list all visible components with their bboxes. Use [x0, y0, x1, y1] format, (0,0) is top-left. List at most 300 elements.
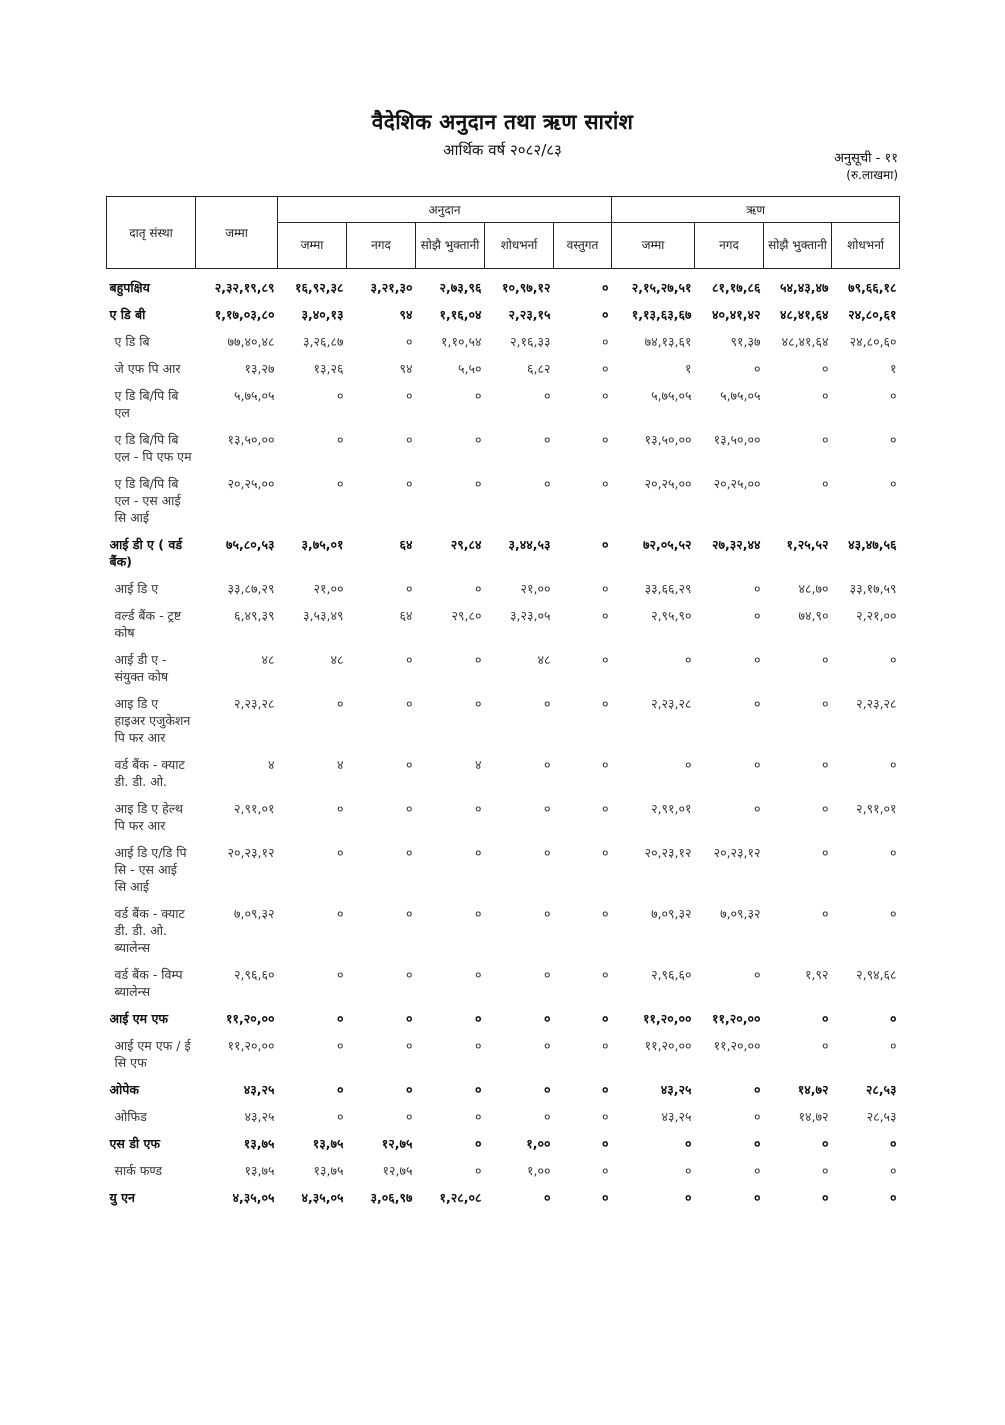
value-cell: ४८ [537, 652, 551, 667]
header-loan-cash: नगद [695, 223, 764, 269]
value-cell: ० [890, 652, 897, 667]
value-cell: ० [602, 476, 609, 491]
group-row [107, 1077, 900, 1104]
value-cell: ० [474, 1011, 482, 1026]
value-cell: ४३,४७,५६ [848, 537, 897, 552]
value-cell: १ [890, 361, 897, 376]
value-cell: २४,८०,६१ [848, 307, 897, 322]
group-row [107, 302, 900, 329]
value-cell: ७४,९० [798, 608, 829, 623]
value-cell: ४८,४१,६४ [780, 307, 829, 322]
donor-name: ओपेक [109, 1082, 139, 1097]
value-cell: ० [336, 388, 344, 403]
donor-name: आइ डि ए हेल्थ पि फर आर [114, 801, 184, 833]
value-cell: ० [602, 307, 609, 322]
value-cell: ६४ [399, 608, 413, 623]
donor-name: ए डि बि/पि बि एल - पि एफ एम [114, 432, 192, 464]
value-cell: ० [822, 1038, 829, 1053]
value-cell: १३,७५ [313, 1163, 344, 1178]
value-cell: २९,८४ [450, 537, 482, 552]
donor-name: एस डी एफ [109, 1136, 161, 1151]
value-cell: ० [405, 581, 413, 596]
value-cell: १,९२ [805, 967, 829, 982]
table-body [107, 269, 900, 1213]
value-cell: ४०,४१,४२ [712, 307, 761, 322]
value-cell: ० [754, 581, 761, 596]
donor-name: यु एन [109, 1190, 135, 1205]
value-cell: ० [543, 1190, 551, 1205]
value-cell: ० [822, 906, 829, 921]
value-cell: ० [822, 361, 829, 376]
value-cell: ० [543, 432, 551, 447]
value-cell: ११,२०,०० [226, 1011, 275, 1026]
value-cell: ० [474, 801, 482, 816]
value-cell: ० [543, 757, 551, 772]
value-cell: २१,०० [520, 581, 551, 596]
value-cell: ४३,२५ [244, 1109, 275, 1124]
value-cell: ० [602, 361, 609, 376]
value-cell: ० [602, 280, 609, 295]
donor-name: आई एम एफ / ई सि एफ [114, 1038, 191, 1070]
value-cell: ० [474, 581, 482, 596]
group-row [107, 1131, 900, 1158]
value-cell: ० [474, 432, 482, 447]
value-cell: ९४ [399, 307, 413, 322]
value-cell: २,२३,१५ [508, 307, 551, 322]
value-cell: ० [754, 757, 761, 772]
value-cell: ० [474, 967, 482, 982]
value-cell: १३,५०,०० [227, 432, 275, 447]
value-cell: २,२३,२८ [234, 696, 275, 711]
value-cell: १,१७,०३,८० [214, 307, 275, 322]
value-cell: ० [602, 1011, 609, 1026]
value-cell: ११,२०,०० [227, 1038, 275, 1053]
header-grant-total: जम्मा [278, 223, 347, 269]
value-cell: २,९१,०१ [234, 801, 275, 816]
value-cell: ३३,६६,२९ [644, 581, 692, 596]
summary-table [106, 196, 900, 1212]
value-cell: ० [336, 1082, 344, 1097]
value-cell: ० [602, 845, 609, 860]
table-row [107, 329, 900, 356]
value-cell: ० [890, 1190, 897, 1205]
value-cell: ७,०९,३२ [720, 906, 761, 921]
value-cell: ० [405, 967, 413, 982]
value-cell: ० [890, 1136, 897, 1151]
value-cell: ० [405, 476, 413, 491]
value-cell: ० [754, 1163, 761, 1178]
table-row [107, 383, 900, 427]
value-cell: ८१,१७,८६ [712, 280, 761, 295]
donor-name: ए डि बि/पि बि एल - एस आई सि आई [114, 476, 181, 525]
value-cell: १,१६,०४ [439, 307, 482, 322]
value-cell: २०,२५,०० [644, 476, 692, 491]
value-cell: ० [405, 1038, 413, 1053]
value-cell: ५,७५,०५ [720, 388, 761, 403]
value-cell: ४८,४१,६४ [781, 334, 829, 349]
value-cell: ० [336, 1038, 344, 1053]
value-cell: ४८,७० [798, 581, 829, 596]
value-cell: २,१६,३३ [510, 334, 551, 349]
table-row [107, 691, 900, 752]
value-cell: ० [754, 1136, 761, 1151]
value-cell: ० [890, 845, 897, 860]
donor-name: बहुपक्षिय [109, 280, 150, 295]
value-cell: ५४,४३,४७ [780, 280, 829, 295]
value-cell: ० [822, 801, 829, 816]
value-cell: ० [336, 432, 344, 447]
donor-name: ए डि बि/पि बि एल [114, 388, 179, 420]
value-cell: ० [754, 967, 761, 982]
value-cell: २०,२३,१२ [644, 845, 692, 860]
donor-name: जे एफ पि आर [114, 361, 181, 376]
value-cell: ० [474, 1109, 482, 1124]
value-cell: ० [602, 967, 609, 982]
value-cell: ३,४०,१३ [301, 307, 344, 322]
value-cell: ११,२०,०० [712, 1011, 761, 1026]
fiscal-year: आर्थिक वर्ष २०८२/८३ [443, 141, 562, 159]
value-cell: ० [685, 757, 692, 772]
value-cell: ० [474, 906, 482, 921]
donor-name: आई डी ए - संयुक्त कोष [114, 652, 169, 684]
value-cell: ७९,६६,१८ [848, 280, 897, 295]
value-cell: ४ [474, 757, 482, 772]
value-cell: २१,०० [313, 581, 344, 596]
donor-name: आई एम एफ [109, 1011, 169, 1026]
value-cell: २०,२५,०० [713, 476, 761, 491]
value-cell: ० [890, 1038, 897, 1053]
value-cell: २,२३,२८ [651, 696, 692, 711]
value-cell: २,९१,०१ [856, 801, 897, 816]
value-cell: १,१३,६३,६७ [631, 307, 692, 322]
value-cell: ४३,२५ [661, 1109, 692, 1124]
value-cell: ० [822, 1163, 829, 1178]
value-cell: ० [602, 801, 609, 816]
donor-name: ए डि बि [114, 334, 150, 349]
donor-name: आई डि ए [114, 581, 159, 596]
value-cell: ४,३५,०५ [301, 1190, 344, 1205]
value-cell: ० [754, 801, 761, 816]
value-cell: १३,७५ [312, 1136, 344, 1151]
donor-name: ए डि बी [109, 307, 146, 322]
value-cell: ० [336, 801, 344, 816]
value-cell: ० [474, 388, 482, 403]
value-cell: ४,३५,०५ [232, 1190, 275, 1205]
value-cell: ४८ [330, 652, 344, 667]
value-cell: २८,५३ [866, 1109, 897, 1124]
value-cell: ० [405, 757, 413, 772]
value-cell: ६,८२ [527, 361, 551, 376]
value-cell: ० [602, 334, 609, 349]
value-cell: ७,०९,३२ [651, 906, 692, 921]
value-cell: २,२३,२८ [856, 696, 897, 711]
value-cell: ० [336, 696, 344, 711]
header-grant-in-kind: वस्तुगत [554, 223, 612, 269]
value-cell: १,१०,५४ [441, 334, 482, 349]
value-cell: ० [336, 476, 344, 491]
value-cell: ० [822, 432, 829, 447]
value-cell: ० [474, 476, 482, 491]
value-cell: १२,७५ [381, 1136, 413, 1151]
value-cell: ० [602, 581, 609, 596]
header-loan-reimbursement: शोधभर्ना [832, 223, 900, 269]
value-cell: ० [543, 1082, 551, 1097]
value-cell: ० [543, 801, 551, 816]
value-cell: ७७,४०,४८ [227, 334, 275, 349]
value-cell: ० [602, 1109, 609, 1124]
value-cell: १३,७५ [244, 1163, 275, 1178]
header-grant-cash: नगद [347, 223, 416, 269]
value-cell: २,३२,१९,८९ [214, 280, 275, 295]
value-cell: ० [754, 361, 761, 376]
value-cell: ० [754, 1190, 761, 1205]
table-row [107, 796, 900, 840]
value-cell: २७,३२,४४ [712, 537, 761, 552]
value-cell: ० [543, 388, 551, 403]
value-cell: ० [602, 388, 609, 403]
value-cell: ० [602, 652, 609, 667]
value-cell: ० [405, 432, 413, 447]
value-cell: ० [543, 1038, 551, 1053]
donor-name: आइ डि ए हाइअर एजुकेशन पि फर आर [114, 696, 191, 745]
value-cell: ० [405, 1082, 413, 1097]
unit-label: (रु.लाखमा) [846, 168, 898, 182]
donor-name: वर्ल्ड बैंक - ट्रष्ट कोष [114, 608, 182, 640]
schedule-number: अनुसूची - ११ [833, 151, 898, 166]
value-cell: ० [405, 388, 413, 403]
value-cell: ३३,८७,२९ [227, 581, 275, 596]
value-cell: ३,२६,८७ [303, 334, 344, 349]
value-cell: १ [685, 361, 692, 376]
value-cell: ० [474, 696, 482, 711]
value-cell: ११,२०,०० [713, 1038, 761, 1053]
table-row [107, 471, 900, 532]
value-cell: ३,४४,५३ [508, 537, 551, 552]
value-cell: ० [543, 1011, 551, 1026]
value-cell: ४ [267, 757, 275, 772]
value-cell: ० [602, 1082, 609, 1097]
value-cell: १३,२७ [244, 361, 275, 376]
value-cell: ० [405, 334, 413, 349]
value-cell: ० [890, 432, 897, 447]
value-cell: ० [405, 845, 413, 860]
value-cell: ० [822, 1190, 829, 1205]
page-title: वैदेशिक अनुदान तथा ऋण सारांश [371, 110, 634, 134]
value-cell: १०,९७,१२ [502, 280, 551, 295]
value-cell: ० [890, 388, 897, 403]
value-cell: २४,८०,६० [849, 334, 897, 349]
value-cell: १४,७२ [797, 1082, 829, 1097]
value-cell: ० [336, 1011, 344, 1026]
value-cell: १,२५,५२ [786, 537, 829, 552]
value-cell: ० [602, 757, 609, 772]
donor-name: सार्क फण्ड [114, 1163, 163, 1178]
value-cell: ३३,१७,५९ [849, 581, 897, 596]
group-row [107, 532, 900, 576]
value-cell: ० [685, 1163, 692, 1178]
value-cell: ० [543, 845, 551, 860]
table-row [107, 1104, 900, 1131]
value-cell: ० [602, 432, 609, 447]
value-cell: ० [754, 652, 761, 667]
value-cell: ० [602, 906, 609, 921]
value-cell: ० [754, 696, 761, 711]
table-row [107, 752, 900, 796]
value-cell: १२,७५ [382, 1163, 413, 1178]
value-cell: ४८ [261, 652, 275, 667]
value-cell: ११,२०,०० [644, 1038, 692, 1053]
table-row [107, 1033, 900, 1077]
value-cell: ० [602, 1163, 609, 1178]
value-cell: ० [685, 652, 692, 667]
value-cell: ७,०९,३२ [234, 906, 275, 921]
table-row [107, 356, 900, 383]
value-cell: ० [474, 845, 482, 860]
group-row [107, 275, 900, 302]
header-loan-total: जम्मा [612, 223, 695, 269]
value-cell: ० [754, 608, 761, 623]
value-cell: २,९६,६० [651, 967, 692, 982]
value-cell: १३,५०,०० [713, 432, 761, 447]
header-loan-direct: सोझै भुक्तानी [764, 223, 832, 269]
value-cell: १,२८,०८ [439, 1190, 482, 1205]
value-cell: ३,७५,०१ [301, 537, 344, 552]
value-cell: १४,७२ [798, 1109, 829, 1124]
value-cell: ० [890, 757, 897, 772]
value-cell: ६४ [399, 537, 413, 552]
value-cell: ० [543, 696, 551, 711]
value-cell: ० [890, 476, 897, 491]
table-row [107, 962, 900, 1006]
value-cell: २,९४,६८ [856, 967, 897, 982]
table-row [107, 840, 900, 901]
value-cell: ० [602, 608, 609, 623]
value-cell: ३,०६,९७ [370, 1190, 413, 1205]
value-cell: २०,२५,०० [227, 476, 275, 491]
header-grant-direct: सोझै भुक्तानी [416, 223, 485, 269]
table-row [107, 427, 900, 471]
value-cell: ० [336, 1109, 344, 1124]
value-cell: ० [822, 1011, 829, 1026]
schedule-block [834, 150, 898, 184]
value-cell: ० [405, 801, 413, 816]
donor-name: ओफिड [114, 1109, 147, 1124]
value-cell: ० [822, 1136, 829, 1151]
donor-name: आई डी ए ( वर्ड बैंक) [109, 537, 183, 569]
table-header [107, 197, 900, 269]
header-grant-reimbursement: शोधभर्ना [485, 223, 554, 269]
header-grant: अनुदान [278, 197, 612, 223]
table-row [107, 576, 900, 603]
value-cell: ३,२३,०५ [510, 608, 551, 623]
value-cell: ० [602, 696, 609, 711]
value-cell: ० [822, 696, 829, 711]
donor-name: वर्ड बैंक - क्याट डी. डी. ओ. [114, 757, 185, 789]
value-cell: ० [405, 652, 413, 667]
value-cell: ० [474, 1038, 482, 1053]
value-cell: ० [822, 757, 829, 772]
value-cell: ० [890, 906, 897, 921]
value-cell: ९१,३७ [730, 334, 761, 349]
value-cell: ० [890, 1011, 897, 1026]
value-cell: ० [405, 696, 413, 711]
value-cell: ३,२१,३० [370, 280, 413, 295]
value-cell: ० [822, 388, 829, 403]
value-cell: ० [685, 1190, 692, 1205]
value-cell: ४३,२५ [660, 1082, 692, 1097]
value-cell: ० [474, 1082, 482, 1097]
value-cell: २०,२३,१२ [227, 845, 275, 860]
value-cell: ७५,८०,५३ [226, 537, 275, 552]
value-cell: २,१५,२७,५१ [631, 280, 692, 295]
value-cell: ० [685, 1136, 692, 1151]
header-total: जम्मा [196, 197, 278, 269]
value-cell: २९,८० [451, 608, 482, 623]
value-cell: ६,४९,३९ [234, 608, 275, 623]
value-cell: ९४ [399, 361, 413, 376]
value-cell: ० [890, 1163, 897, 1178]
value-cell: १६,९२,३८ [295, 280, 344, 295]
value-cell: १,०० [527, 1163, 551, 1178]
value-cell: २०,२३,१२ [713, 845, 761, 860]
value-cell: १,०० [526, 1136, 551, 1151]
value-cell: ० [822, 476, 829, 491]
value-cell: २,७३,९६ [439, 280, 482, 295]
value-cell: ० [405, 1109, 413, 1124]
donor-name: वर्ड बैंक - क्याट डी. डी. ओ. ब्यालेन्स [114, 906, 185, 955]
value-cell: ० [474, 652, 482, 667]
value-cell: ० [336, 967, 344, 982]
value-cell: ० [336, 906, 344, 921]
table-row [107, 1158, 900, 1185]
value-cell: ० [543, 1109, 551, 1124]
table-row [107, 603, 900, 647]
header-donor: दातृ संस्था [107, 197, 196, 269]
group-row [107, 1185, 900, 1212]
value-cell: ० [602, 1038, 609, 1053]
value-cell: ० [602, 537, 609, 552]
group-row [107, 1006, 900, 1033]
value-cell: २८,५३ [865, 1082, 897, 1097]
value-cell: ० [754, 1109, 761, 1124]
value-cell: ४ [336, 757, 344, 772]
value-cell: ० [822, 845, 829, 860]
value-cell: १३,२६ [313, 361, 344, 376]
value-cell: ० [405, 1011, 413, 1026]
value-cell: ० [602, 1190, 609, 1205]
value-cell: ० [474, 1163, 482, 1178]
value-cell: ० [405, 906, 413, 921]
value-cell: ५,५० [458, 361, 482, 376]
value-cell: ० [336, 845, 344, 860]
value-cell: ३,५३,४९ [303, 608, 344, 623]
value-cell: ० [602, 1136, 609, 1151]
value-cell: ० [474, 1136, 482, 1151]
header-loan: ऋण [612, 197, 900, 223]
value-cell: ७२,०५,५२ [643, 537, 692, 552]
value-cell: १३,७५ [243, 1136, 275, 1151]
value-cell: ११,२०,०० [643, 1011, 692, 1026]
value-cell: ७४,१३,६१ [644, 334, 692, 349]
donor-name: आई डि ए/डि पि सि - एस आई सि आई [114, 845, 187, 894]
value-cell: ० [754, 1082, 761, 1097]
value-cell: ५,७५,०५ [234, 388, 275, 403]
value-cell: २,९१,०१ [651, 801, 692, 816]
value-cell: ५,७५,०५ [651, 388, 692, 403]
value-cell: २,२१,०० [856, 608, 897, 623]
value-cell: २,९६,६० [234, 967, 275, 982]
table-row [107, 901, 900, 962]
